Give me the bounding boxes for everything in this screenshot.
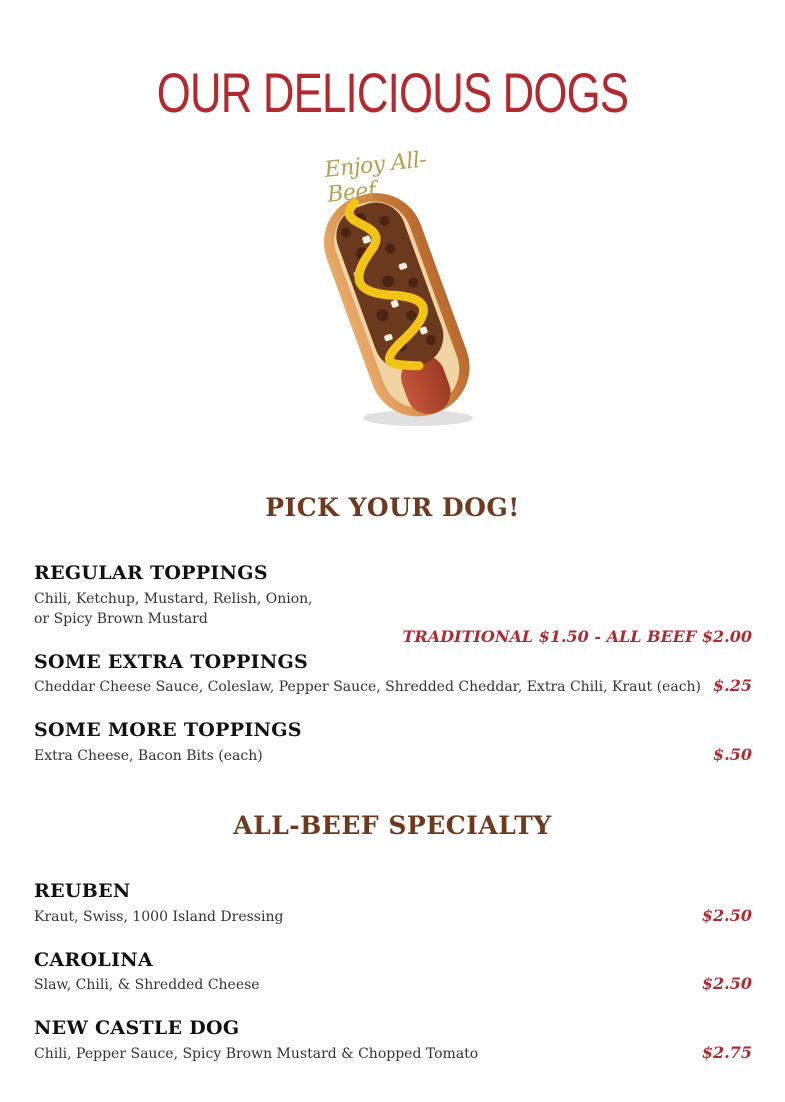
page-title: OUR DELICIOUS DOGS (156, 61, 629, 124)
price-more-toppings: $.50 (713, 745, 752, 764)
item-title-reuben: REUBEN (34, 880, 131, 902)
item-title-new-castle-dog: NEW CASTLE DOG (34, 1017, 240, 1039)
item-desc-line: Chili, Ketchup, Mustard, Relish, Onion, (34, 591, 313, 607)
price-extra-toppings: $.25 (713, 676, 752, 695)
item-desc-regular-toppings (34, 589, 313, 629)
item-title-extra-toppings: SOME EXTRA TOPPINGS (34, 651, 309, 673)
item-desc-more-toppings: Extra Cheese, Bacon Bits (each) (34, 748, 263, 764)
item-desc-reuben: Kraut, Swiss, 1000 Island Dressing (34, 909, 284, 925)
section-heading-all-beef-specialty: ALL-BEEF SPECIALTY (233, 811, 552, 840)
item-desc-new-castle-dog: Chili, Pepper Sauce, Spicy Brown Mustard & Chopped Tomato (34, 1046, 479, 1062)
item-title-more-toppings: SOME MORE TOPPINGS (34, 719, 302, 741)
base-price: TRADITIONAL $1.50 - ALL BEEF $2.00 (402, 627, 752, 646)
item-desc-carolina: Slaw, Chili, & Shredded Cheese (34, 977, 260, 993)
price-reuben: $2.50 (701, 906, 752, 925)
hero-caption: Enjoy All-Beef (323, 147, 428, 208)
section-heading-pick-your-dog: PICK YOUR DOG! (265, 493, 520, 522)
item-title-carolina: CAROLINA (34, 949, 153, 971)
item-title-regular-toppings: REGULAR TOPPINGS (34, 562, 268, 584)
item-desc-line: or Spicy Brown Mustard (34, 611, 208, 627)
price-new-castle-dog: $2.75 (701, 1043, 752, 1062)
item-desc-extra-toppings: Cheddar Cheese Sauce, Coleslaw, Pepper Sauce, Shredded Cheddar, Extra Chili, Kraut (each) (34, 679, 702, 695)
price-carolina: $2.50 (701, 974, 752, 993)
